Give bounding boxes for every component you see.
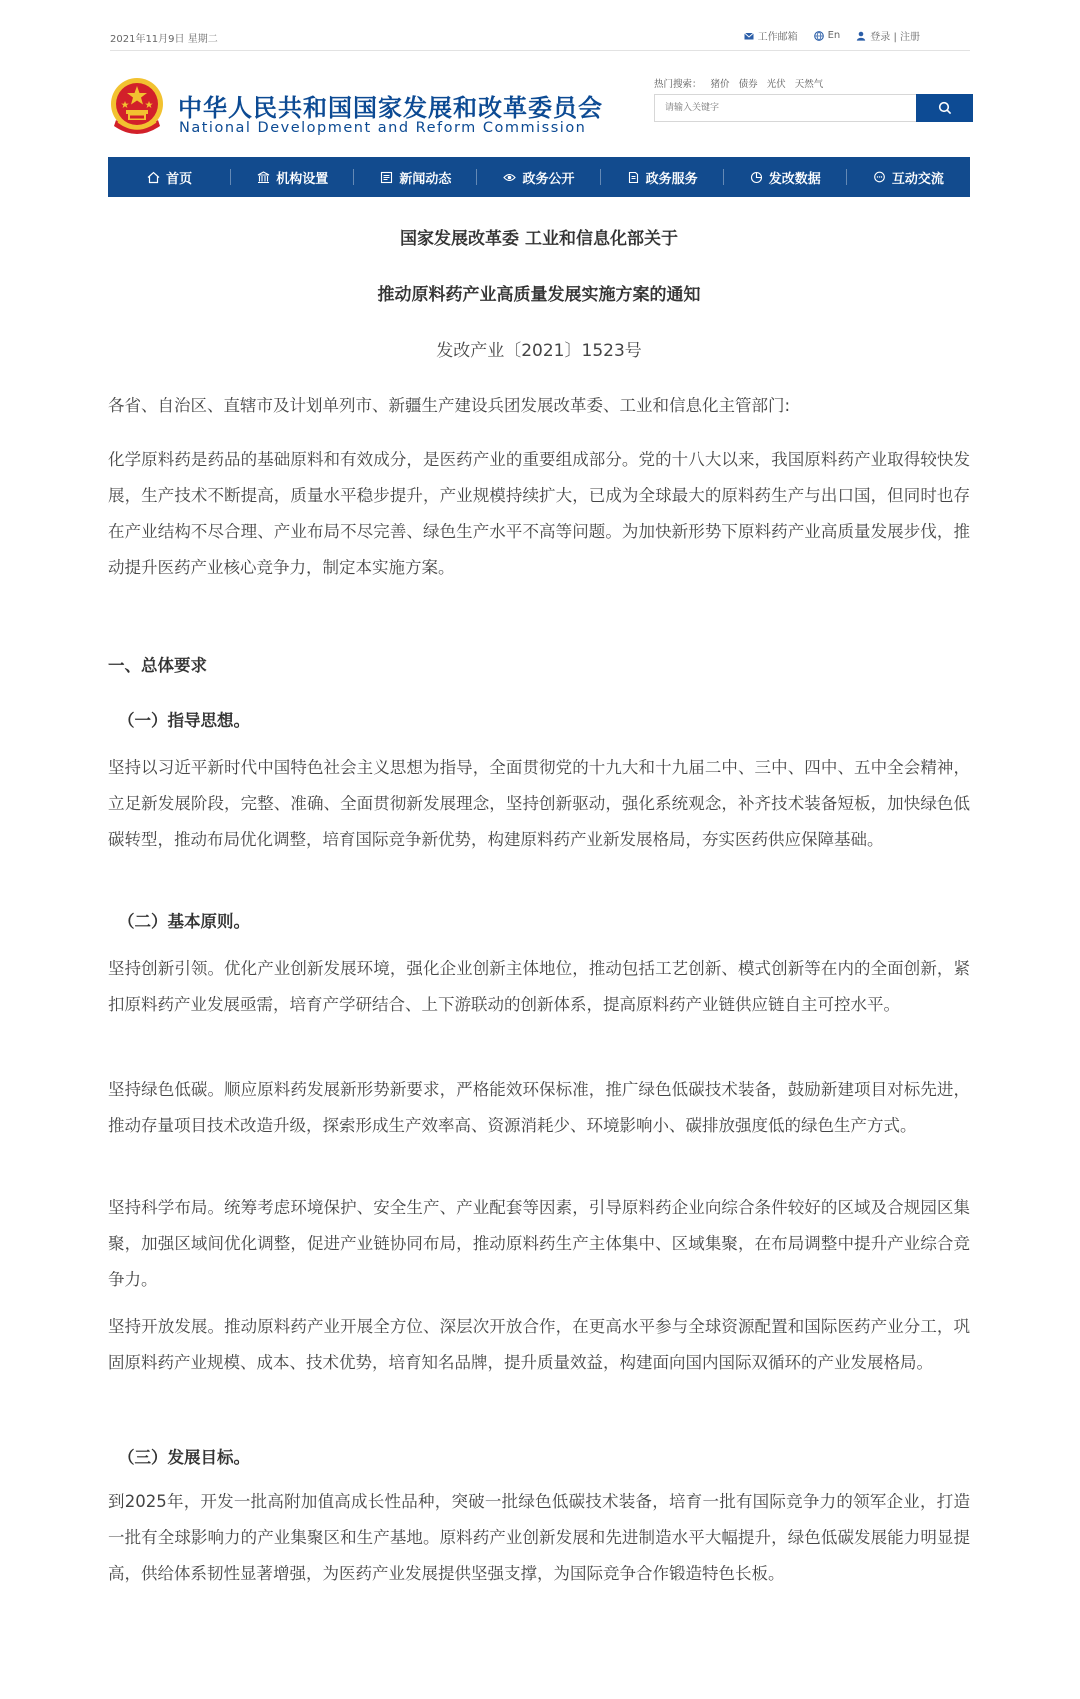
nav-item-interaction[interactable] bbox=[847, 157, 970, 197]
search-box bbox=[654, 94, 918, 122]
guiding-paragraph: 坚持以习近平新时代中国特色社会主义思想为指导，全面贯彻党的十九大和十九届二中、三中、四中、五中全会精神，立足新发展阶段，完整、准确、全面贯彻新发展理念，坚持创新驱动，强化系统观念，补齐技术装备短板，加快绿色低碳转型，推动布局优化调整，培育国际竞争新优势，构建原料药产业新发展格局，夯实医药供应保障基础。 bbox=[108, 758, 970, 849]
user-icon bbox=[856, 31, 866, 41]
building-icon bbox=[257, 171, 270, 184]
intro-paragraph: 化学原料药是药品的基础原料和有效成分，是医药产业的重要组成部分。党的十八大以来，我国原料药产业取得较快发展，生产技术不断提高，质量水平稳步提升，产业规模持续扩大，已成为全球最大的原料药生产与出口国，但同时也存在产业结构不尽合理、产业布局不尽完善、绿色生产水平不高等问题。为加快新形势下原料药产业高质量发展步伐，推动提升医药产业核心竞争力，制定本实施方案。 bbox=[108, 450, 970, 577]
hot-search bbox=[654, 76, 829, 90]
mail-icon bbox=[744, 31, 754, 41]
hot-search-term[interactable]: 债券 bbox=[738, 79, 758, 90]
news-icon bbox=[380, 171, 393, 184]
chat-icon bbox=[873, 171, 886, 184]
document-number: 发改产业〔2021〕1523号 bbox=[436, 341, 642, 361]
nav-item-label: 互动交流 bbox=[891, 171, 944, 187]
site-title-en: National Development and Reform Commission bbox=[179, 120, 587, 136]
top-links bbox=[744, 28, 920, 43]
subsection-heading: （一）指导思想。 bbox=[118, 711, 250, 730]
main-nav bbox=[108, 157, 970, 197]
goals-paragraph: 到2025年，开发一批高附加值高成长性品种，突破一批绿色低碳技术装备，培育一批有国际竞争力的领军企业，打造一批有全球影响力的产业集聚区和生产基地。原料药产业创新发展和先进制造水平大幅提升，绿色低碳发展能力明显提高，供给体系韧性显著增强，为医药产业发展提供坚强支撑，为国际竞争合作锻造特色长板。 bbox=[108, 1492, 970, 1583]
hot-search-term[interactable]: 猪价 bbox=[710, 79, 730, 90]
principle-paragraph: 坚持开放发展。推动原料药产业开展全方位、深层次开放合作，在更高水平参与全球资源配置和国际医药产业分工，巩固原料药产业规模、成本、技术优势，培育知名品牌，提升质量效益，构建面向国内国际双循环的产业发展格局。 bbox=[108, 1317, 970, 1372]
mail-link-label: 工作邮箱 bbox=[757, 32, 798, 43]
principle-paragraph: 坚持绿色低碳。顺应原料药发展新形势新要求，严格能效环保标准，推广绿色低碳技术装备，鼓励新建项目对标先进，推动存量项目技术改造升级，探索形成生产效率高、资源消耗少、环境影响小、碳排放强度低的绿色生产方式。 bbox=[108, 1080, 970, 1135]
english-link-label: En bbox=[827, 30, 841, 41]
recipients-paragraph: 各省、自治区、直辖市及计划单列市、新疆生产建设兵团发展改革委、工业和信息化主管部门: bbox=[108, 396, 791, 415]
eye-icon bbox=[503, 171, 516, 184]
mail-link[interactable] bbox=[744, 28, 798, 43]
principle-paragraph: 坚持科学布局。统筹考虑环境保护、安全生产、产业配套等因素，引导原料药企业向综合条件较好的区域及合规园区集聚，加强区域间优化调整，促进产业链协同布局，推动原料药生产主体集中、区域集聚，在布局调整中提升产业综合竞争力。 bbox=[108, 1198, 970, 1289]
top-bar bbox=[110, 22, 970, 51]
nav-item-news[interactable] bbox=[354, 157, 477, 197]
site-title-cn[interactable]: 中华人民共和国国家发展和改革委员会 bbox=[178, 94, 603, 122]
nav-item-label: 首页 bbox=[166, 171, 193, 187]
search-button[interactable] bbox=[916, 94, 973, 122]
hot-search-label: 热门搜索： bbox=[654, 79, 702, 90]
nav-item-label: 政务服务 bbox=[645, 171, 698, 187]
pie-chart-icon bbox=[750, 171, 763, 184]
site-header bbox=[108, 72, 978, 152]
document-icon bbox=[627, 171, 640, 184]
article-title-line2: 推动原料药产业高质量发展实施方案的通知 bbox=[377, 285, 701, 305]
date-text: 2021年11月9日 星期二 bbox=[110, 34, 218, 45]
hot-search-term[interactable]: 天然气 bbox=[794, 79, 824, 90]
login-link-label: 登录 | 注册 bbox=[870, 32, 920, 43]
home-icon bbox=[147, 171, 160, 184]
login-link[interactable] bbox=[856, 28, 920, 43]
nav-item-label: 机构设置 bbox=[276, 171, 329, 187]
nav-item-label: 政务公开 bbox=[522, 171, 575, 187]
subsection-heading: （二）基本原则。 bbox=[118, 912, 250, 931]
nav-item-data[interactable] bbox=[724, 157, 847, 197]
hot-search-term[interactable]: 光伏 bbox=[766, 79, 786, 90]
nav-item-gov-affairs[interactable] bbox=[477, 157, 600, 197]
search-icon bbox=[938, 101, 952, 115]
english-link[interactable] bbox=[814, 30, 841, 41]
subsection-heading: （三）发展目标。 bbox=[118, 1448, 250, 1467]
nav-item-organization[interactable] bbox=[231, 157, 354, 197]
national-emblem-icon[interactable] bbox=[108, 76, 166, 136]
globe-icon bbox=[814, 31, 824, 41]
nav-item-label: 发改数据 bbox=[768, 171, 821, 187]
section-heading: 一、总体要求 bbox=[108, 656, 207, 675]
principle-paragraph: 坚持创新引领。优化产业创新发展环境，强化企业创新主体地位，推动包括工艺创新、模式创新等在内的全面创新，紧扣原料药产业发展亟需，培育产学研结合、上下游联动的创新体系，提高原料药产业链供应链自主可控水平。 bbox=[108, 959, 970, 1014]
search-input[interactable] bbox=[655, 96, 905, 120]
nav-item-services[interactable] bbox=[601, 157, 724, 197]
article-title-line1: 国家发展改革委 工业和信息化部关于 bbox=[400, 229, 678, 249]
nav-item-label: 新闻动态 bbox=[399, 171, 452, 187]
nav-item-home[interactable] bbox=[108, 157, 231, 197]
